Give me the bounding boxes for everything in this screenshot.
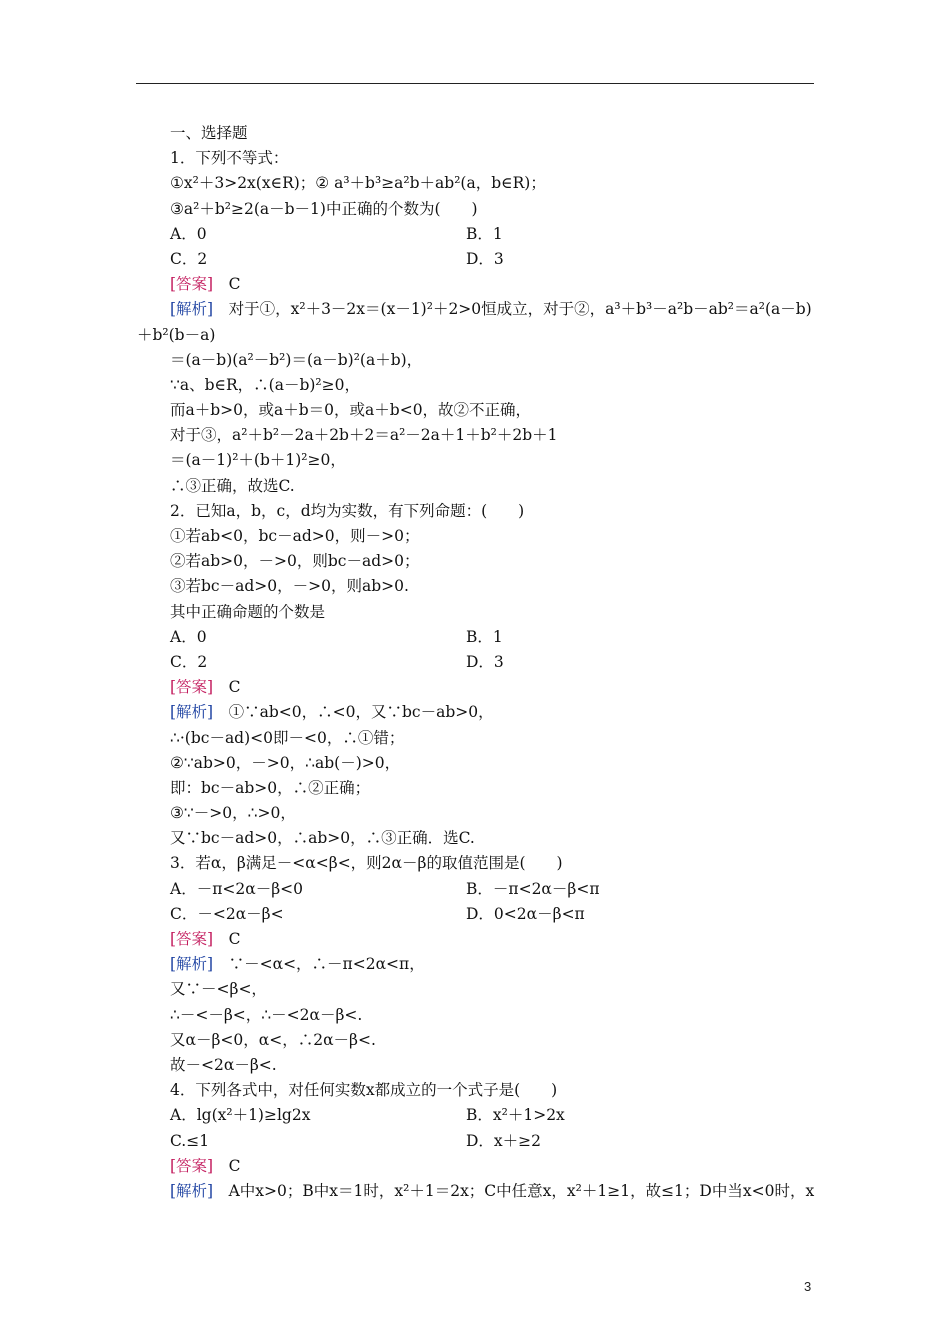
q2-options-ab [170, 625, 820, 650]
q3-options-cd [170, 902, 820, 927]
q3-analysis-line: ∴－<－β<，∴－<2α－β<. [170, 1005, 363, 1024]
analysis-text: 对于①，x²＋3－2x＝(x－1)²＋2>0恒成立，对于②，a³＋b³－a²b－ab²＝a²(a－b) [213, 300, 812, 319]
q3-option-b: B．－π<2α－β<π [466, 879, 600, 898]
q1-option-a: A．0 [170, 224, 207, 243]
q1-analysis-line: ∴③正确，故选C. [170, 476, 295, 495]
answer-value: C [213, 930, 241, 948]
analysis-text: ∵－<α<，∴－π<2α<π， [213, 955, 425, 974]
answer-tag: [答案] [170, 1156, 214, 1175]
q2-analysis-line: ②∵ab>0，－>0，∴ab(－)>0， [170, 753, 401, 772]
q2-options-cd [170, 650, 820, 675]
answer-value: C [213, 275, 241, 294]
answer-value: C [213, 678, 241, 697]
q4-options-cd [170, 1129, 820, 1154]
q3-option-a: A．－π<2α－β<0 [170, 879, 304, 898]
q2-answer [170, 675, 820, 700]
q2-item: ②若ab>0，－>0，则bc－ad>0； [170, 552, 420, 571]
answer-tag: [答案] [170, 930, 214, 948]
q3-analysis-line: 故－<2α－β<. [170, 1055, 277, 1074]
analysis-text: A中x>0；B中x＝1时，x²＋1＝2x；C中任意x，x²＋1≥1，故≤1；D中当x<0时，x [213, 1181, 815, 1200]
q4-option-c: C.≤1 [170, 1131, 210, 1150]
analysis-tag: [解析] [170, 703, 214, 722]
q2-analysis-line: 即：bc－ab>0，∴②正确； [170, 778, 371, 797]
q1-line2: ①x²＋3>2x(x∈R)；② a³＋b³≥a²b＋ab²(a，b∈R)； [170, 174, 546, 193]
q1-line3: ③a²＋b²≥2(a－b－1)中正确的个数为( ) [170, 199, 478, 218]
q4-option-b: B．x²＋1>2x [466, 1106, 565, 1125]
q3-option-c: C．－<2α－β< [170, 904, 284, 923]
header-rule [136, 83, 814, 84]
q4-answer [170, 1154, 820, 1179]
q2-option-c: C．2 [170, 652, 208, 671]
q4-stem: 4．下列各式中，对任何实数x都成立的一个式子是( ) [170, 1081, 558, 1100]
q3-answer [170, 927, 820, 952]
q2-option-a: A．0 [170, 627, 207, 646]
q3-analysis-line: 又α－β<0，α<，∴2α－β<. [170, 1030, 376, 1049]
q3-analysis-line: 又∵－<β<， [170, 980, 267, 999]
q3-stem: 3．若α，β满足－<α<β<，则2α－β的取值范围是( ) [170, 854, 563, 873]
q4-option-d: D．x＋≥2 [466, 1131, 542, 1150]
q3-options-ab [170, 877, 820, 902]
q2-item: ③若bc－ad>0，－>0，则ab>0. [170, 577, 409, 596]
q2-ask: 其中正确命题的个数是 [170, 602, 326, 621]
q1-analysis-line: ＝(a－1)²＋(b＋1)²≥0， [170, 451, 346, 470]
q2-analysis-line: ∴·(bc－ad)<0即－<0，∴①错； [170, 728, 405, 747]
analysis-tag: [解析] [170, 1181, 214, 1200]
answer-value: C [213, 1156, 241, 1175]
q1-options-ab [170, 222, 820, 247]
page-number: 3 [804, 1279, 812, 1294]
q1-analysis-line: ＝(a－b)(a²－b²)＝(a－b)²(a＋b)， [170, 350, 423, 369]
q1-analysis-line: 对于③，a²＋b²－2a＋2b＋2＝a²－2a＋1＋b²＋2b＋1 [170, 426, 558, 445]
analysis-tag: [解析] [170, 955, 214, 974]
q2-option-d: D．3 [466, 652, 504, 671]
section-title: 一、选择题 [170, 124, 248, 142]
q2-analysis-line: ③∵－>0，∴>0， [170, 804, 296, 823]
answer-tag: [答案] [170, 678, 214, 697]
q1-option-c: C．2 [170, 249, 208, 268]
q4-options-ab [170, 1103, 820, 1128]
q2-analysis-line: 又∵bc－ad>0，∴ab>0，∴③正确．选C. [170, 829, 475, 848]
q1-analysis-line [170, 297, 820, 322]
q2-stem: 2．已知a，b，c，d均为实数，有下列命题：( ) [170, 501, 525, 520]
document-body [137, 121, 820, 1204]
q4-analysis-line [170, 1179, 820, 1204]
q1-analysis-line: 而a＋b>0，或a＋b＝0，或a＋b<0，故②不正确， [170, 401, 532, 420]
q2-item: ①若ab<0，bc－ad>0，则－>0； [170, 527, 420, 545]
q3-analysis-line [170, 952, 820, 977]
q1-answer [170, 272, 820, 297]
analysis-tag: [解析] [170, 300, 214, 319]
answer-tag: [答案] [170, 275, 214, 294]
analysis-text: ①∵ab<0，∴<0，又∵bc－ab>0， [213, 703, 494, 722]
q1-option-b: B．1 [466, 224, 503, 243]
q2-option-b: B．1 [466, 627, 503, 646]
q1-analysis-line: ∵a、b∈R，∴(a－b)²≥0， [170, 375, 360, 394]
q3-option-d: D．0<2α－β<π [466, 904, 585, 923]
q2-analysis-line [170, 700, 820, 725]
q1-options-cd [170, 247, 820, 272]
q4-option-a: A．lg(x²＋1)≥lg2x [170, 1106, 311, 1125]
q1-option-d: D．3 [466, 249, 504, 268]
q1-stem: 1．下列不等式： [170, 149, 289, 168]
q1-analysis-line: ＋b²(b－a) [137, 325, 216, 344]
